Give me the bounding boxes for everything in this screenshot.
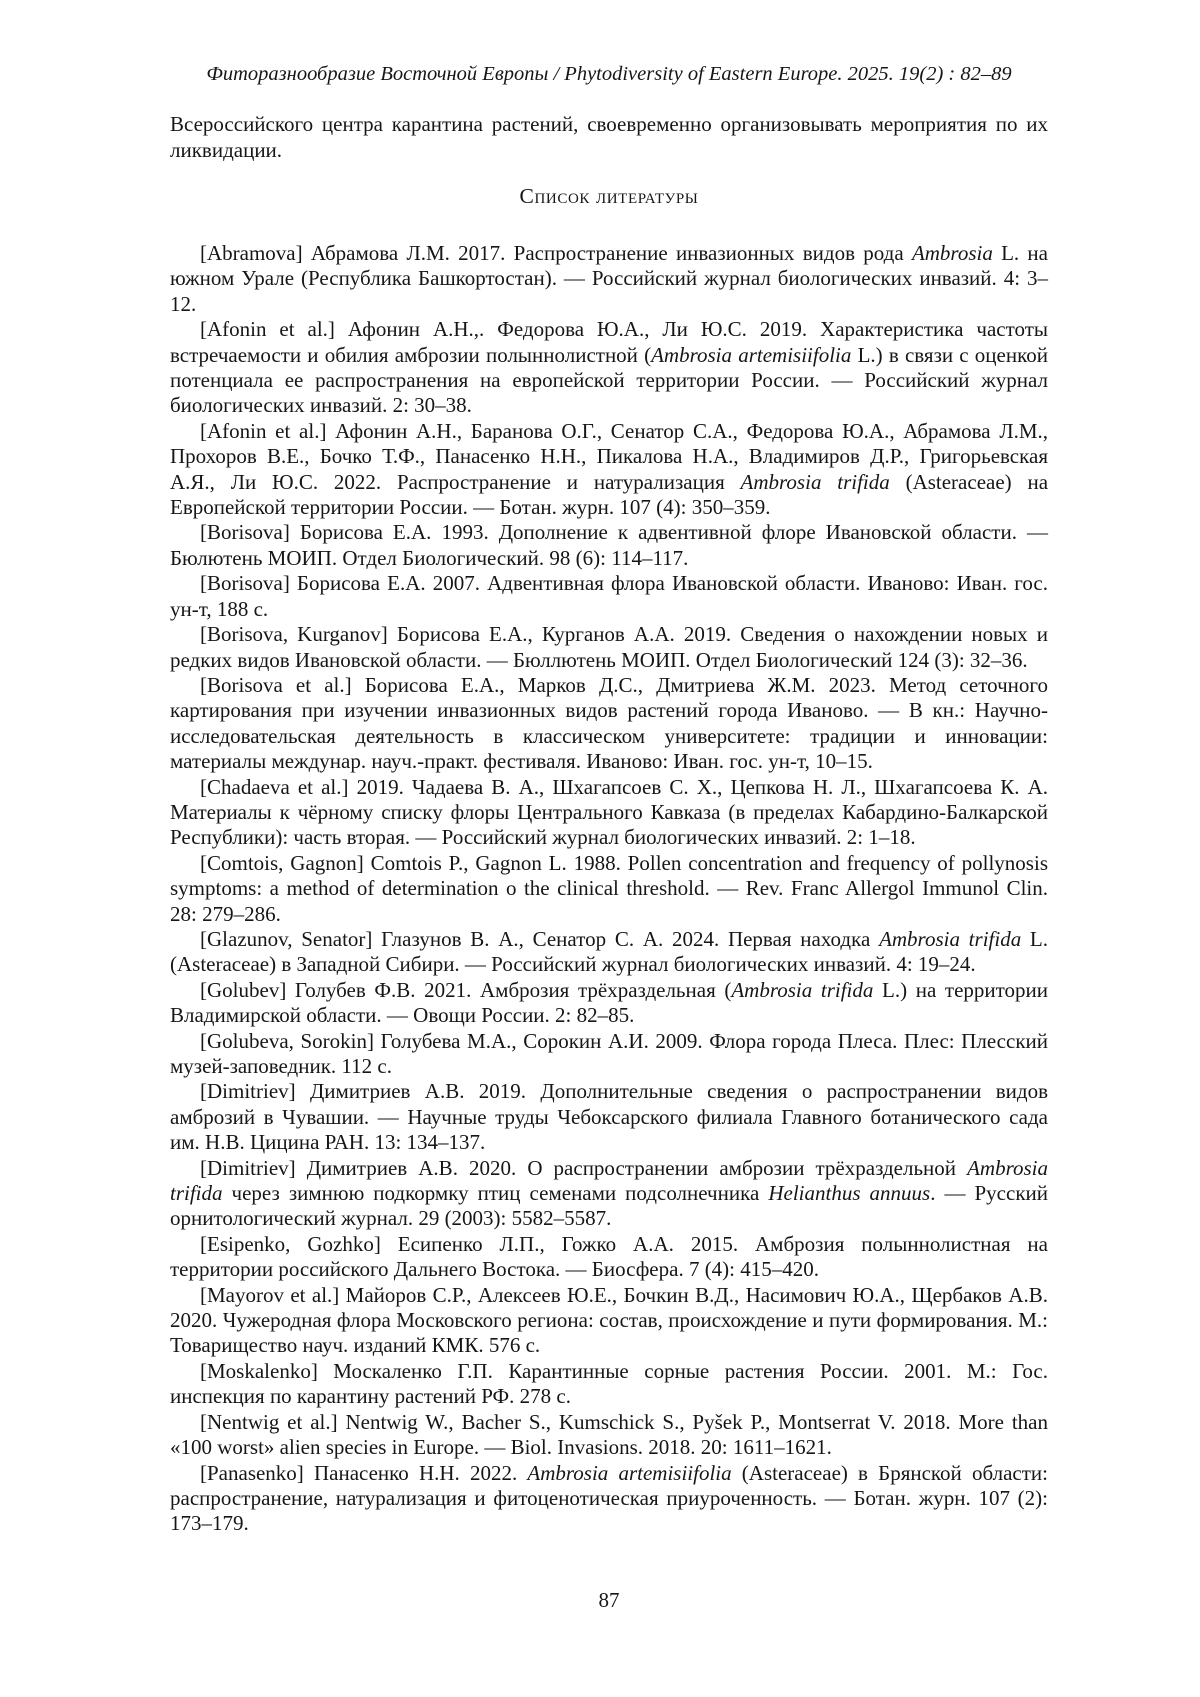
- reference-entry: [170, 1029, 1048, 1080]
- reference-entry: [170, 851, 1048, 927]
- reference-text: . — Русский орнитологический журнал. 29 (2003): 5582–5587.: [170, 1181, 1049, 1231]
- reference-text: L. на южном Урале (Республика Башкортостан). — Российский журнал биологических инвазий. 4: 3–12.: [170, 241, 1048, 316]
- reference-text: (Asteraceae) в Брянской области: распространение, натурализация и фитоценотическая приуроченность. — Ботан. журн. 107 (2): 173–179.: [170, 1460, 1048, 1536]
- reference-text: [Dimitriev] Димитриев А.В. 2019. Дополнительные сведения о распространении видов амброзий в Чувашии. — Научные труды Чебоксарского филиала Главного ботанического сада им. Н.В. Цицина РАН. 13: 134–137.: [170, 1079, 1048, 1155]
- reference-entry: [170, 673, 1048, 775]
- reference-entry: [170, 241, 1048, 317]
- reference-entry: [170, 317, 1048, 419]
- reference-text: [Borisova] Борисова Е.А. 2007. Адвентивная флора Ивановской области. Иваново: Иван. гос. ун-т, 188 с.: [170, 571, 1048, 621]
- reference-entry: [170, 571, 1048, 622]
- reference-text: [Panasenko] Панасенко Н.Н. 2022.: [200, 1460, 528, 1485]
- species-name-italic: Ambrosia trifida: [879, 926, 1022, 951]
- reference-text: [Mayorov et al.] Майоров С.Р., Алексеев Ю.Е., Бочкин В.Д., Насимович Ю.А., Щербаков А.В. 2020. Чужеродная флора Московского региона: состав, происхождение и пути формирования. М.: Товарищество науч. изданий КМК. 576 с.: [170, 1282, 1048, 1358]
- species-name-italic: Ambrosia trifida: [740, 469, 890, 494]
- reference-text: через зимнюю подкормку птиц семенами подсолнечника: [222, 1181, 769, 1206]
- reference-entry: [170, 1461, 1048, 1537]
- reference-text: [Moskalenko] Москаленко Г.П. Карантинные сорные растения России. 2001. М.: Гос. инспекция по карантину растений РФ. 278 с.: [170, 1358, 1048, 1409]
- reference-entry: [170, 1359, 1048, 1410]
- reference-text: [Abramova] Абрамова Л.М. 2017. Распространение инвазионных видов рода: [200, 241, 912, 265]
- reference-text: [Chadaeva et al.] 2019. Чадаева В. А., Шхагапсоев С. Х., Цепкова Н. Л., Шхагапсоева К. А. Материалы к чёрному списку флоры Центрального Кавказа (в пределах Кабардино-Балкарской Республики): часть вторая. — Российский журнал биологических инвазий. 2: 1–18.: [170, 774, 1048, 850]
- reference-entry: [170, 1410, 1048, 1461]
- intro-paragraph: Всероссийского центра карантина растений, своевременно организовывать мероприятия по их ликвидации.: [170, 112, 1048, 162]
- reference-entry: [170, 775, 1048, 851]
- reference-entry: [170, 520, 1048, 571]
- reference-text: L. (Asteraceae) в Западной Сибири. — Российский журнал биологических инвазий. 4: 19–24.: [170, 926, 1049, 977]
- species-name-italic: Ambrosia artemisiifolia: [651, 342, 852, 367]
- reference-text: [Comtois, Gagnon] Comtois P., Gagnon L. 1988. Pollen concentration and frequency of pollynosis symptoms: a method of determination o the clinical threshold. — Rev. Franc Allergol Immunol Clin. 28: 279–286.: [170, 850, 1048, 926]
- reference-text: [Borisova et al.] Борисова Е.А., Марков Д.С., Дмитриева Ж.М. 2023. Метод сеточного картирования при изучении инвазионных видов растений города Иваново. — В кн.: Научно-исследовательская деятельность в классическом университете: традиции и инновации: материалы междунар. науч.-практ. фестиваля. Иваново: Иван. гос. ун-т, 10–15.: [170, 672, 1048, 774]
- page-number: 87: [598, 1588, 620, 1612]
- reference-entry: [170, 978, 1048, 1029]
- reference-entry: [170, 927, 1048, 978]
- reference-text: [Golubev] Голубев Ф.В. 2021. Амброзия трёхраздельная (: [200, 977, 732, 1002]
- reference-entry: [170, 1232, 1048, 1283]
- species-name-italic: Ambrosia: [911, 241, 993, 265]
- reference-text: [Borisova] Борисова Е.А. 1993. Дополнение к адвентивной флоре Ивановской области. — Бюлютень МОИП. Отдел Биологический. 98 (6): 114–117.: [170, 520, 1048, 570]
- reference-entry: [170, 1079, 1048, 1155]
- reference-text: [Esipenko, Gozhko] Есипенко Л.П., Гожко А.А. 2015. Амброзия полыннолистная на территории российского Дальнего Востока. — Биосфера. 7 (4): 415–420.: [170, 1231, 1048, 1282]
- reference-text: [Golubeva, Sorokin] Голубева М.А., Сорокин А.И. 2009. Флора города Плеса. Плес: Плесский музей-заповедник. 112 с.: [170, 1028, 1048, 1078]
- reference-text: [Afonin et al.] Афонин А.Н., Баранова О.Г., Сенатор С.А., Федорова Ю.А., Абрамова Л.М., Прохоров В.Е., Бочко Т.Ф., Панасенко Н.Н., Пикалова Н.А., Владимиров Д.Р., Григорьевская А.Я., Ли Ю.С. 2022. Распространение и натурализация: [170, 418, 1048, 494]
- journal-header: Фиторазнообразие Восточной Европы / Phytodiversity of Eastern Europe. 2025. 19(2) : 82–89: [206, 63, 1012, 85]
- reference-text: [Dimitriev] Димитриев А.В. 2020. О распространении амброзии трёхраздельной: [200, 1155, 968, 1180]
- species-name-italic: Helianthus annuus: [768, 1181, 931, 1206]
- species-name-italic: Ambrosia trifida: [731, 977, 874, 1002]
- reference-entry: [170, 622, 1048, 673]
- section-heading: Список литературы: [519, 184, 699, 208]
- species-name-italic: Ambrosia trifida: [170, 1155, 1048, 1206]
- reference-text: [Afonin et al.] Афонин А.Н.,. Федорова Ю.А., Ли Ю.С. 2019. Характеристика частоты встречаемости и обилия амброзии полыннолистной (: [170, 317, 1048, 367]
- reference-text: L.) на территории Владимирской области. — Овощи России. 2: 82–85.: [170, 977, 1048, 1028]
- reference-entry: [170, 1283, 1048, 1359]
- reference-text: [Nentwig et al.] Nentwig W., Bacher S., Kumschick S., Pyšek P., Montserrat V. 2018. More than «100 worst» alien species in Europe. — Biol. Invasions. 2018. 20: 1611–1621.: [170, 1409, 1048, 1460]
- reference-text: (Asteraceae) на Европейской территории России. — Ботан. журн. 107 (4): 350–359.: [170, 469, 1049, 520]
- reference-text: L.) в связи с оценкой потенциала ее распространения на европейской территории России. — Российский журнал биологических инвазий. 2: 30–38.: [170, 342, 1048, 418]
- reference-entry: [170, 419, 1048, 521]
- references-list: [170, 241, 1048, 1537]
- reference-entry: [170, 1156, 1048, 1232]
- reference-text: [Glazunov, Senator] Глазунов В. А., Сенатор С. А. 2024. Первая находка: [200, 926, 880, 951]
- reference-text: [Borisova, Kurganov] Борисова Е.А., Курганов А.А. 2019. Сведения о нахождении новых и редких видов Ивановской области. — Бюллютень МОИП. Отдел Биологический 124 (3): 32–36.: [170, 622, 1048, 672]
- species-name-italic: Ambrosia artemisiifolia: [527, 1460, 732, 1485]
